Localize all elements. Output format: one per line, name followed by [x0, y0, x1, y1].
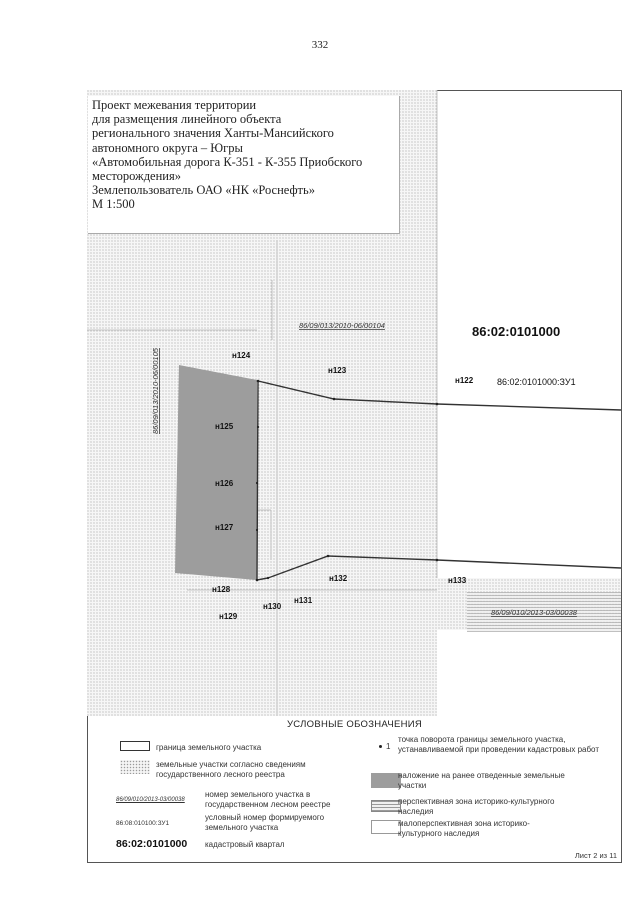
legend-parcel-number-text: условный номер формируемого земельного участка	[205, 813, 325, 832]
title-line-7: Землепользователь ОАО «НК «Роснефть»	[92, 183, 315, 198]
legend-turn-point-dot	[379, 745, 382, 748]
title-line-5: «Автомобильная дорога К-351 - К-355 Приобского	[92, 154, 363, 169]
forest-label-00105: 86/09/013/2010-06/00105	[151, 348, 160, 434]
page-number: 332	[311, 39, 329, 51]
title-line-2: для размещения линейного объекта	[92, 112, 282, 127]
sheet-number: Лист 2 из 11	[574, 851, 617, 860]
legend-forest-text: земельные участки согласно сведениям государственного лесного реестра	[156, 760, 306, 779]
forest-label-00038: 86/09/010/2013-03/00038	[491, 608, 577, 617]
quarter-label: 86:02:0101000	[472, 324, 561, 339]
legend-parcel-number-sample: 86:08:010100:ЗУ1	[116, 820, 170, 827]
point-label-n127: н127	[215, 523, 234, 532]
legend-boundary-text: граница земельного участка	[156, 743, 262, 752]
legend-low-perspective-text: малоперспективная зона историко-культурного наследия	[398, 819, 530, 838]
legend-turn-point-sample: 1	[386, 742, 391, 751]
legend-title: УСЛОВНЫЕ ОБОЗНАЧЕНИЯ	[286, 719, 423, 730]
point-label-n128: н128	[212, 585, 231, 594]
legend-turn-point-text: точка поворота границы земельного участка, устанавливаемой при проведении кадастровых работ	[398, 735, 599, 754]
legend-perspective-symbol	[371, 800, 401, 812]
point-label-n130: н130	[263, 602, 282, 611]
point-label-n123: н123	[328, 366, 347, 375]
forest-label-00104: 86/09/013/2010-06/00104	[299, 321, 385, 330]
title-line-3: регионального значения Ханты-Мансийского	[92, 126, 334, 141]
point-label-n133: н133	[448, 576, 467, 585]
title-line-8: М 1:500	[92, 197, 135, 212]
legend-overlap-text: наложение на ранее отведенные земельные участки	[398, 771, 565, 790]
point-label-n132: н132	[329, 574, 348, 583]
title-line-4: автономного округа – Югры	[92, 140, 243, 155]
legend-boundary-symbol	[120, 741, 150, 751]
legend-forest-symbol	[120, 760, 150, 774]
parcel-label: 86:02:0101000:ЗУ1	[497, 377, 576, 387]
legend-quarter-sample: 86:02:0101000	[116, 838, 188, 850]
legend-overlap-symbol	[371, 773, 401, 788]
point-label-n129: н129	[219, 612, 238, 621]
legend-forest-number-sample: 86/09/010/2013-03/00038	[116, 797, 185, 803]
point-label-n131: н131	[294, 596, 313, 605]
overlap-area	[175, 365, 257, 580]
legend-forest-number-text: номер земельного участка в государственном лесном реестре	[205, 790, 331, 809]
point-label-n126: н126	[215, 479, 234, 488]
legend-low-perspective-symbol	[371, 820, 401, 834]
legend	[88, 716, 621, 862]
legend-quarter-text: кадастровый квартал	[205, 840, 285, 849]
point-label-n122: н122	[455, 376, 474, 385]
point-label-n125: н125	[215, 422, 234, 431]
legend-perspective-text: перспективная зона историко-культурного наследия	[398, 797, 555, 816]
title-line-6: месторождения»	[92, 169, 181, 184]
title-line-1: Проект межевания территории	[92, 98, 257, 112]
point-label-n124: н124	[232, 351, 251, 360]
title-block	[88, 96, 400, 234]
